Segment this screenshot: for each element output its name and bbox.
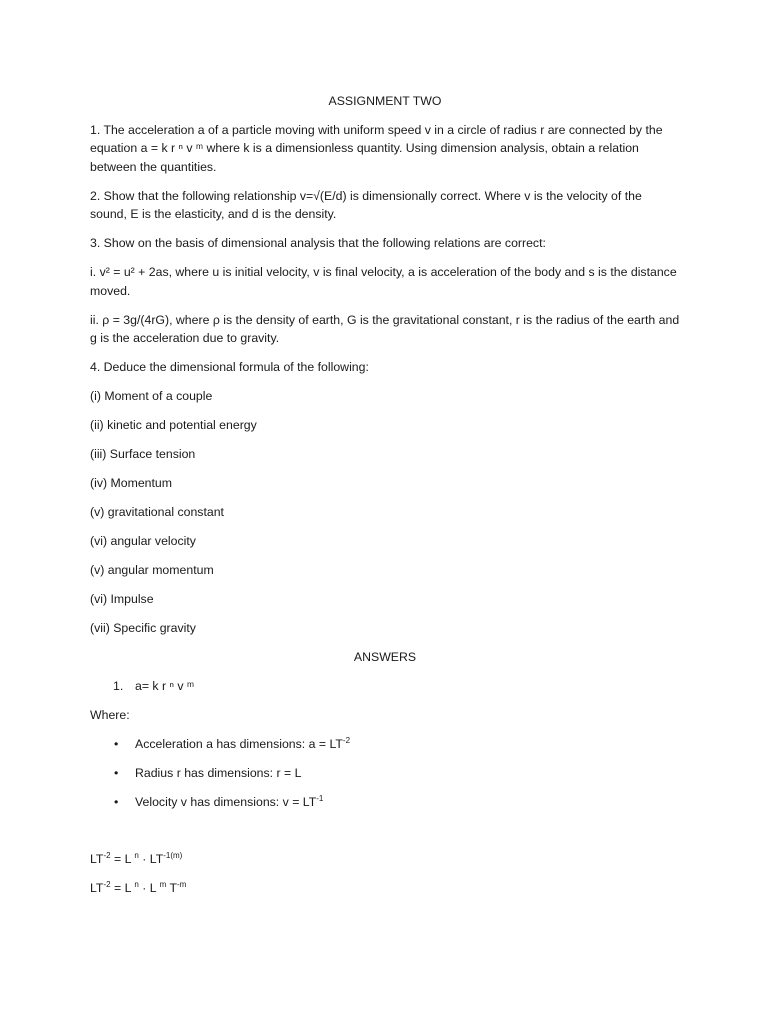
question-4-item: (iii) Surface tension [90,447,196,461]
answer-1 [90,677,680,696]
question-3: 3. Show on the basis of dimensional analysis that the following relations are correct: [90,236,546,250]
answers-heading: ANSWERS [353,650,417,664]
question-3-ii: ii. ρ = 3g/(4rG), where ρ is the density of earth, G is the gravitational constant, r is the radius of the earth and g is the acceleration due to gravity. [90,312,680,345]
question-4-item: (ii) kinetic and potential energy [90,418,257,432]
question-3-i: i. v² = u² + 2as, where u is initial velocity, v is final velocity, a is acceleration of the body and s is the distance moved. [90,265,677,298]
document-title: ASSIGNMENT TWO [328,94,442,108]
question-1: 1. The acceleration a of a particle moving with uniform speed v in a circle of radius r are connected by the equation a = k r ⁿ v ᵐ where k is a dimensionless quantity. Using dimension analysis, obtain a relation between the quantities. [90,122,663,174]
equation-line-2: $LT^{-2} = L$ $^n$ · L $^m$ $T^{-m}$ [90,879,187,895]
bullet-glyph: • [114,736,119,751]
list-item-text: Acceleration a has dimensions: $a = LT^{-2}$ [135,735,351,751]
list-item [90,764,680,783]
question-4-item: (i) Moment of a couple [90,389,213,403]
spacer [90,822,680,850]
list-item [90,793,680,812]
question-4-item: (v) angular momentum [90,563,214,577]
answer-1-number: 1. [113,678,124,693]
dimension-list [90,735,680,812]
bullet-glyph: • [114,794,119,809]
question-4: 4. Deduce the dimensional formula of the following: [90,360,369,374]
question-4-item: (vi) Impulse [90,592,154,606]
equation-line-1: $LT^{-2} = L$ $^n \cdot LT^{-1(m)}$ [90,850,183,866]
answer-1-equation: a= k r ⁿ v ᵐ [135,678,195,693]
question-4-item: (vii) Specific gravity [90,621,196,635]
list-item-text: Velocity v has dimensions: $v = LT^{-1}$ [135,793,324,809]
question-4-item: (iv) Momentum [90,476,172,490]
question-2: 2. Show that the following relationship v=√(E/d) is dimensionally correct. Where v is the velocity of the sound, E is the elasticity, and d is the density. [90,188,642,221]
list-item-text: Radius r has dimensions: r = L [135,765,302,780]
question-4-item: (v) gravitational constant [90,505,224,519]
question-4-item: (vi) angular velocity [90,534,196,548]
where-label: Where: [90,707,130,722]
list-item [90,735,680,754]
bullet-glyph: • [114,765,119,780]
document-page [90,92,680,908]
